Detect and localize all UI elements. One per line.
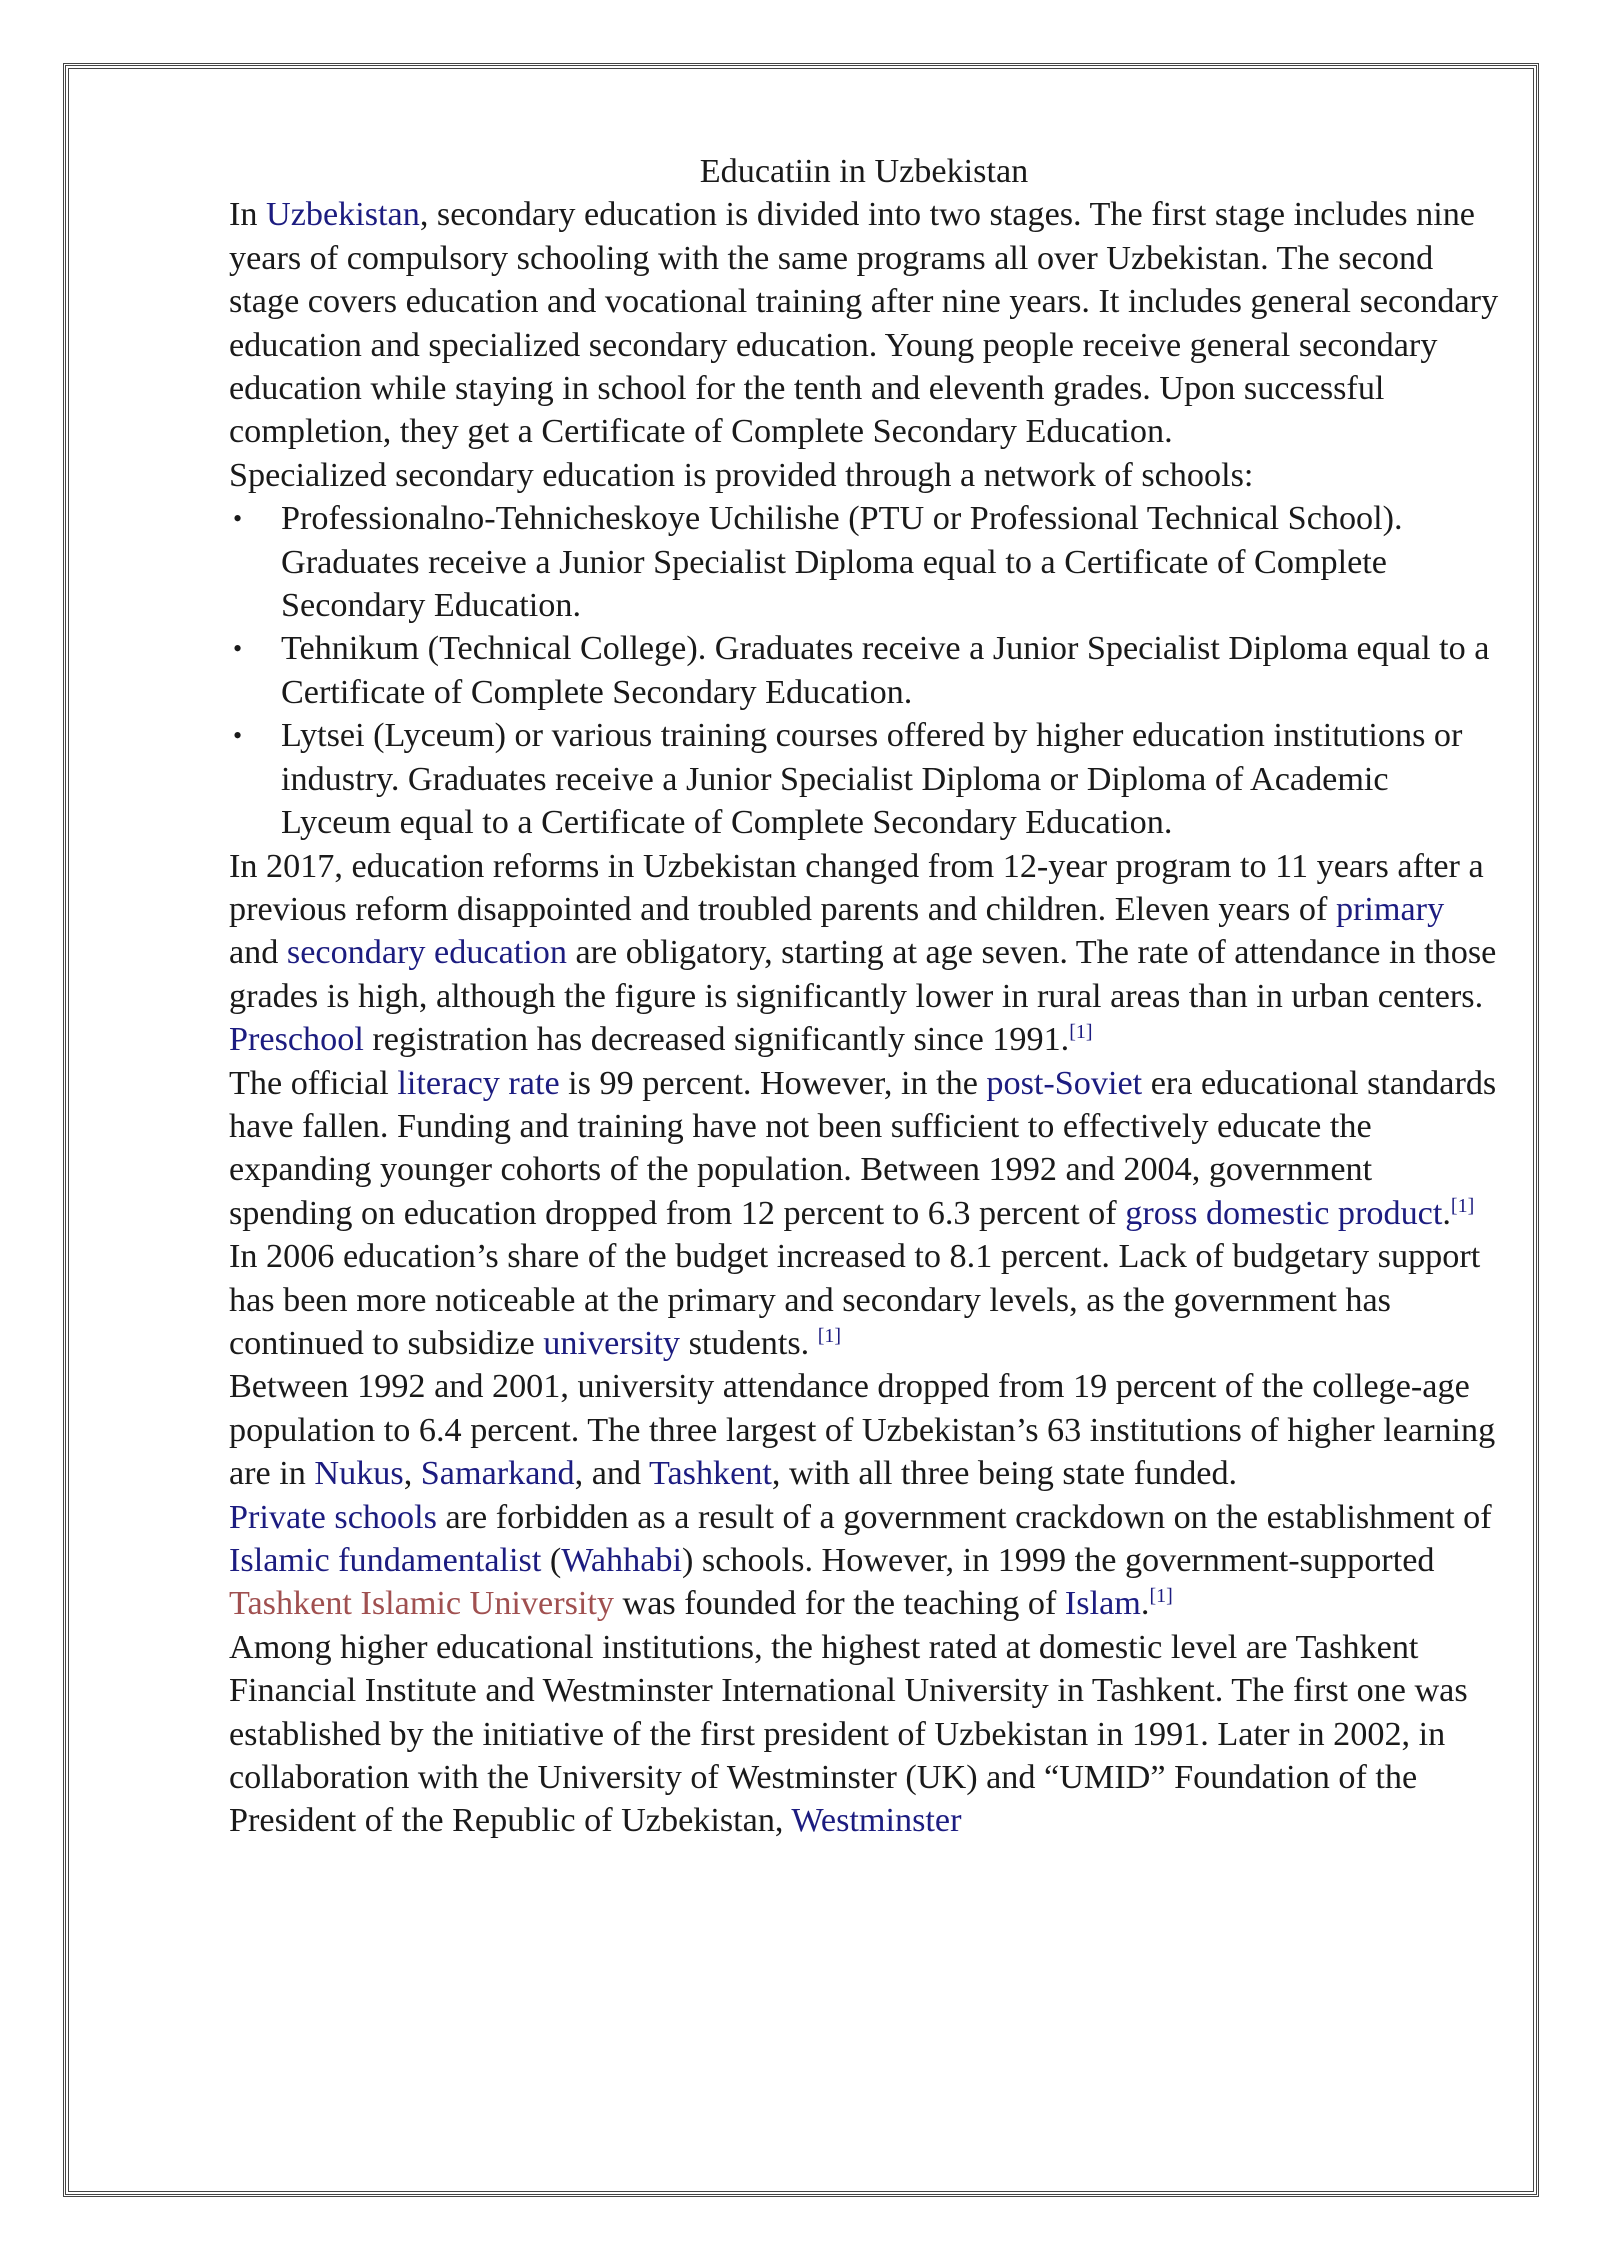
link-preschool[interactable]: Preschool — [229, 1021, 364, 1059]
text-run: . — [1442, 1194, 1451, 1232]
text-run: ) schools. However, in 1999 the government-supported — [681, 1542, 1435, 1579]
link-primary[interactable]: primary — [1335, 890, 1445, 928]
link-samarkand[interactable]: Samarkand — [420, 1455, 575, 1493]
link-westminster[interactable]: Westminster — [791, 1802, 962, 1840]
list-item — [229, 627, 1499, 714]
document-body — [229, 150, 1499, 1843]
list-item — [229, 714, 1499, 844]
text-run: , with all three being state funded. — [771, 1455, 1238, 1493]
text-run: , secondary education is divided into two stages. The first stage includes nine years of compulsory schooling with the same programs all over Uzbekistan. The second stage covers education and vocational training after nine years. It includes general secondary education and specialized secondary education. Young people receive general secondary education while staying in school for the tenth and eleventh grades. Upon successful completion, they get a Certificate of Complete Secondary Education. — [229, 196, 1499, 451]
text-run: students. — [680, 1324, 818, 1362]
paragraph-attendance — [229, 1365, 1499, 1495]
footnote-ref[interactable]: [1] — [1069, 1021, 1093, 1044]
paragraph-intro — [229, 193, 1499, 453]
link-nukus[interactable]: Nukus — [314, 1455, 404, 1493]
link-wahhabi[interactable]: Wahhabi — [561, 1542, 682, 1579]
bullet-icon: • — [233, 721, 243, 751]
paragraph-higher-institutions — [229, 1626, 1499, 1843]
text-run: , — [403, 1455, 421, 1493]
link-tashkent-islamic-university[interactable]: Tashkent Islamic University — [229, 1585, 614, 1623]
text-run: . — [1140, 1585, 1150, 1623]
text-run: are forbidden as a result of a government crackdown on the establishment of — [436, 1498, 1492, 1536]
link-university[interactable]: university — [543, 1324, 681, 1362]
schools-list — [229, 497, 1499, 844]
link-islam[interactable]: Islam — [1064, 1585, 1141, 1623]
text-run: In — [229, 196, 267, 234]
footnote-ref[interactable]: [1] — [817, 1324, 842, 1347]
link-tashkent[interactable]: Tashkent — [648, 1455, 772, 1493]
text-run: are obligatory, starting at age seven. The rate of attendance in those grades is high, although the figure is significantly lower in rural areas than in urban centers. — [229, 934, 1497, 1015]
list-item-text: Lytsei (Lyceum) or various training courses offered by higher education institutions or industry. Graduates receive a Junior Specialist Diploma or Diploma of Academic Lyceum equal to a Certificate of Complete Secondary Education. — [281, 717, 1463, 842]
paragraph-private-schools — [229, 1496, 1499, 1626]
text-run: Among higher educational institutions, the highest rated at domestic level are Tashkent Financial Institute and Westminster International University in Tashkent. The first one was established by the initiative of the first president of Uzbekistan in 1991. Later in 2002, in collaboration with the University of Westminster (UK) and “UMID” Foundation of the President of the Republic of Uzbekistan, — [229, 1628, 1468, 1840]
footnote-ref[interactable]: [1] — [1149, 1585, 1173, 1608]
link-post-soviet[interactable]: post-Soviet — [986, 1064, 1143, 1102]
text-run: The official — [229, 1064, 398, 1102]
bullet-icon: • — [233, 634, 243, 664]
text-run: registration has decreased significantly since 1991. — [363, 1021, 1070, 1059]
text-run: ( — [541, 1542, 562, 1579]
text-run: was founded for the teaching of — [613, 1585, 1065, 1623]
text-run: and — [229, 934, 287, 972]
footnote-ref[interactable]: [1] — [1450, 1194, 1475, 1217]
text-run: , and — [574, 1455, 649, 1493]
list-item-text: Tehnikum (Technical College). Graduates receive a Junior Specialist Diploma equal to a Certificate of Complete Secondary Education. — [281, 630, 1490, 711]
text-run: Between 1992 and 2001, university attendance dropped from 19 percent of the college-age population to 6.4 percent. The three largest of Uzbekistan’s 63 institutions of higher learning are in — [229, 1368, 1496, 1493]
paragraph-specialized: Specialized secondary education is provided through a network of schools: — [229, 456, 1254, 494]
bullet-icon: • — [233, 504, 243, 534]
text-run: era educational standards have fallen. Funding and training have not been sufficient to effectively educate the expanding younger cohorts of the population. Between 1992 and 2004, government spending on education dropped from 12 percent to 6.3 percent of — [229, 1064, 1497, 1232]
link-islamic-fundamentalist[interactable]: Islamic fundamentalist — [229, 1542, 542, 1579]
text-run: is 99 percent. However, in the — [559, 1064, 987, 1102]
link-secondary-education[interactable]: secondary education — [286, 934, 567, 972]
link-literacy-rate[interactable]: literacy rate — [397, 1064, 560, 1102]
text-run: In 2006 education’s share of the budget increased to 8.1 percent. Lack of budgetary support has been more noticeable at the primary and secondary levels, as the government has continued to subsidize — [229, 1238, 1481, 1362]
link-uzbekistan[interactable]: Uzbekistan — [266, 196, 420, 234]
list-item-text: Professionalno-Tehnicheskoye Uchilishe (PTU or Professional Technical School). Graduates receive a Junior Specialist Diploma equal to a Certificate of Complete Secondary Education. — [281, 500, 1403, 625]
document-title: Educatiin in Uzbekistan — [699, 153, 1029, 190]
paragraph-literacy — [229, 1062, 1499, 1366]
link-private-schools[interactable]: Private schools — [229, 1498, 437, 1536]
paragraph-reforms — [229, 845, 1499, 1062]
link-gdp[interactable]: gross domestic product — [1125, 1194, 1443, 1232]
text-run: In 2017, education reforms in Uzbekistan changed from 12-year program to 11 years after a previous reform disappointed and troubled parents and children. Eleven years of — [229, 847, 1484, 928]
list-item — [229, 497, 1499, 627]
